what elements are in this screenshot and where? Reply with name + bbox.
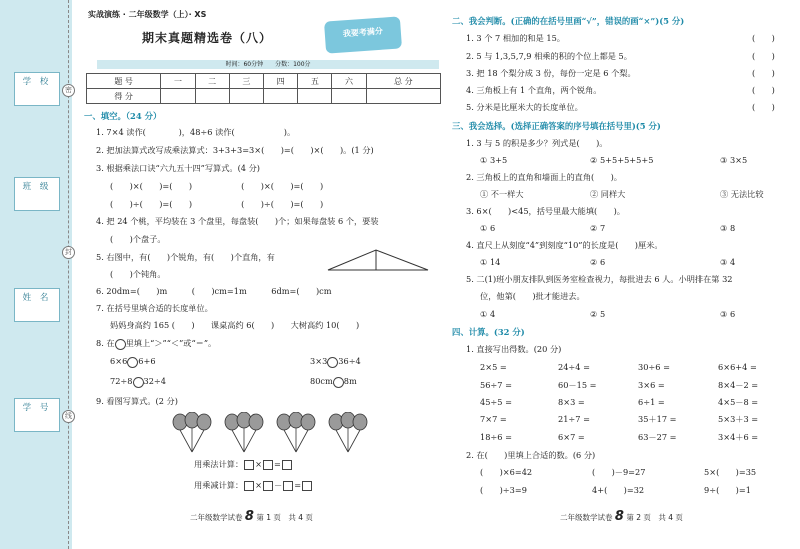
- school-field: 学 校: [14, 72, 60, 106]
- series-label: 实战演练 · 二年级数学（上）· XS: [88, 10, 207, 19]
- id-field: 学 号: [14, 398, 60, 432]
- cell: [229, 89, 263, 104]
- calc-item: 18÷6 =: [480, 432, 512, 442]
- footer-number: 8: [244, 509, 254, 524]
- calc-item: 8×3 =: [558, 397, 585, 407]
- expr: 6×6: [110, 356, 128, 366]
- option: ③ 3×5: [720, 155, 748, 165]
- judge-item: 4. 三角板上有 1 个直角，两个锐角。: [466, 85, 602, 95]
- judge-item: 5. 分米是比厘米大的长度单位。: [466, 102, 583, 112]
- compare-item: [310, 356, 361, 368]
- option: ① 3+5: [480, 155, 508, 165]
- option: ③ 6: [720, 309, 736, 319]
- judge-item: 3. 把 18 个梨分成 3 份，每份一定是 6 个梨。: [466, 68, 636, 78]
- cell: 二: [195, 74, 229, 89]
- expr: 32÷4: [143, 376, 166, 386]
- operator: =: [294, 480, 302, 490]
- calc-item: 30÷6 =: [638, 362, 670, 372]
- cell: 题 号: [87, 74, 161, 89]
- compare-circle[interactable]: [127, 357, 138, 368]
- expr: 36÷4: [338, 356, 361, 366]
- page-number: 第 1 页 共 4 页: [256, 513, 313, 522]
- seal-mark: 封: [62, 246, 75, 259]
- score-table: [86, 73, 441, 104]
- cell: [161, 89, 195, 104]
- calc-item: 60－15 =: [558, 380, 597, 390]
- question: 5. 右图中，有( )个锐角，有( )个直角，有: [96, 252, 275, 262]
- compare-circle: [115, 339, 126, 350]
- judge-item: 1. 3 个 7 相加的和是 15。: [466, 33, 565, 43]
- cell: [195, 89, 229, 104]
- question: 7. 在括号里填合适的长度单位。: [96, 303, 213, 313]
- compare-item: [310, 376, 357, 388]
- label: 用乘法计算：: [194, 459, 244, 469]
- calc-item: 8×4－2 =: [718, 380, 759, 390]
- question-text: 里填上“＞”“＜”或“＝”。: [125, 338, 217, 348]
- question: 4. 把 24 个桃，平均装在 3 个盘里，每盘装( )个；如果每盘装 6 个，要装: [96, 216, 379, 226]
- option: ② 7: [590, 223, 606, 233]
- option: ② 5: [590, 309, 606, 319]
- calc-item: 3×6 =: [638, 380, 665, 390]
- operator: －: [274, 480, 283, 490]
- footer-right: [560, 509, 683, 524]
- cell: 六: [332, 74, 366, 89]
- calc-question: 1. 直接写出得数。(20 分): [466, 344, 562, 354]
- footer-left: [190, 509, 313, 524]
- calc-item: 45÷5 =: [480, 397, 512, 407]
- question-line: ( )×( )=( ) ( )×( )=( ): [110, 181, 324, 191]
- calc-item: 3×4＋6 =: [718, 432, 759, 442]
- expr: 72÷8: [110, 376, 133, 386]
- calc-item: 4×5－8 =: [718, 397, 759, 407]
- class-field: 班 级: [14, 177, 60, 211]
- operator: =: [274, 459, 281, 469]
- choice-question-line: 位，他第( )批才能进去。: [480, 291, 585, 301]
- option: ② 5+5+5+5+5: [590, 155, 654, 165]
- answer-box[interactable]: [282, 460, 292, 470]
- cell: [298, 89, 332, 104]
- option: ③ 无法比较: [720, 189, 764, 199]
- compare-item: [110, 376, 166, 388]
- time-score-bar: 时间：60分钟 分数：100分: [97, 60, 439, 69]
- answer-box[interactable]: [244, 481, 254, 491]
- multiplication-line: [194, 459, 293, 470]
- answer-paren[interactable]: ( ): [752, 51, 775, 61]
- cell: 总 分: [366, 74, 440, 89]
- choice-question: 3. 6×( )<45，括号里最大能填( )。: [466, 206, 625, 216]
- calc-item: 6÷1 =: [638, 397, 665, 407]
- fill-item: ( )×6=42: [480, 467, 533, 477]
- calc-item: 35＋17 =: [638, 414, 677, 424]
- calc-item: 5×3＋3 =: [718, 414, 759, 424]
- option: ① 14: [480, 257, 501, 267]
- footer-text: 二年级数学试卷: [190, 513, 243, 522]
- cell: [263, 89, 297, 104]
- section-heading: 三、我会选择。(选择正确答案的序号填在括号里)(5 分): [452, 121, 661, 131]
- answer-paren[interactable]: ( ): [752, 68, 775, 78]
- question: 6. 20dm=( )m ( )cm=1m 6dm=( )cm: [96, 286, 332, 296]
- option: ② 6: [590, 257, 606, 267]
- angle-figure: [326, 248, 430, 272]
- seal-mark: 密: [62, 84, 75, 97]
- expr: 6+6: [138, 356, 156, 366]
- question-line: ( )个盘子。: [110, 234, 166, 244]
- compare-circle[interactable]: [333, 377, 344, 388]
- fill-item: 9÷( )=1: [704, 485, 751, 495]
- question: [96, 338, 216, 350]
- compare-circle[interactable]: [327, 357, 338, 368]
- answer-box[interactable]: [263, 460, 273, 470]
- score-row: [87, 89, 441, 104]
- compare-circle[interactable]: [133, 377, 144, 388]
- balloon-groups-illustration: [170, 412, 380, 456]
- question: 2. 把加法算式改写成乘法算式：3+3+3=3×( )=( )×( )。(1 分): [96, 145, 374, 155]
- answer-box[interactable]: [283, 481, 293, 491]
- choice-question: 4. 直尺上从刻度“4”到刻度“10”的长度是( )厘米。: [466, 240, 663, 250]
- fill-item: 5×( )=35: [704, 467, 757, 477]
- question-prefix: 8. 在: [96, 338, 115, 348]
- page-title: 期末真题精选卷（八）: [142, 31, 273, 45]
- question-line: 妈妈身高约 165 ( ) 课桌高约 6( ) 大树高约 10( ): [110, 320, 360, 330]
- score-row-header: [87, 74, 441, 89]
- option: ① 4: [480, 309, 496, 319]
- fill-item: ( )÷3=9: [480, 485, 527, 495]
- subtraction-line: [194, 480, 313, 491]
- calc-item: 6×6+4 =: [718, 362, 757, 372]
- question: 1. 7×4 读作( )，48÷6 读作( )。: [96, 127, 296, 137]
- cell: 三: [229, 74, 263, 89]
- calc-item: 6×7 =: [558, 432, 585, 442]
- calc-item: 24÷4 =: [558, 362, 590, 372]
- calc-question: 2. 在( )里填上合适的数。(6 分): [466, 450, 596, 460]
- answer-paren[interactable]: ( ): [752, 85, 775, 95]
- operator: ×: [255, 480, 263, 490]
- option: ③ 4: [720, 257, 736, 267]
- calc-item: 7×7 =: [480, 414, 507, 424]
- question: 9. 看图写算式。(2 分): [96, 396, 178, 406]
- choice-question: 1. 3 与 5 的积是多少？列式是( )。: [466, 138, 608, 148]
- page-number: 第 2 页 共 4 页: [626, 513, 683, 522]
- expr: 3×3: [310, 356, 328, 366]
- judge-item: 2. 5 与 1,3,5,7,9 相乘的积的个位上都是 5。: [466, 51, 632, 61]
- option: ③ 8: [720, 223, 736, 233]
- expr: 80cm: [310, 376, 333, 386]
- cell: 得 分: [87, 89, 161, 104]
- calc-item: 56÷7 =: [480, 380, 512, 390]
- cell: 四: [263, 74, 297, 89]
- expr: 8m: [343, 376, 357, 386]
- fill-item: 4+( )=32: [592, 485, 645, 495]
- answer-box[interactable]: [302, 481, 312, 491]
- calc-item: 21÷7 =: [558, 414, 590, 424]
- choice-question: 2. 三角板上的直角和墙面上的直角( )。: [466, 172, 622, 182]
- binding-sidebar: [0, 0, 72, 549]
- section-heading: 四、计算。(32 分): [452, 327, 525, 337]
- cell: 一: [161, 74, 195, 89]
- cell: 五: [298, 74, 332, 89]
- section-heading: 一、填空。（24 分）: [84, 111, 162, 121]
- option: ② 同样大: [590, 189, 626, 199]
- option: ① 6: [480, 223, 496, 233]
- calc-item: 2×5 =: [480, 362, 507, 372]
- footer-number: 8: [614, 509, 624, 524]
- calc-item: 63－27 =: [638, 432, 677, 442]
- answer-box[interactable]: [263, 481, 273, 491]
- label: 用乘减计算：: [194, 480, 244, 490]
- cut-line: [68, 0, 69, 549]
- name-field: 姓 名: [14, 288, 60, 322]
- choice-question: 5. 二(1)班小朋友排队到医务室检查视力，每批进去 6 人。小明排在第 32: [466, 274, 733, 284]
- question-line: ( )个钝角。: [110, 269, 166, 279]
- option: ① 不一样大: [480, 189, 524, 199]
- operator: ×: [255, 459, 263, 469]
- cell: [332, 89, 366, 104]
- answer-paren[interactable]: ( ): [752, 102, 775, 112]
- footer-text: 二年级数学试卷: [560, 513, 613, 522]
- fill-item: ( )－9=27: [592, 467, 646, 477]
- cell: [366, 89, 440, 104]
- badge: 我要考满分: [324, 16, 402, 53]
- question-line: ( )÷( )=( ) ( )÷( )=( ): [110, 199, 324, 209]
- seal-mark: 线: [62, 410, 75, 423]
- answer-box[interactable]: [244, 460, 254, 470]
- compare-item: [110, 356, 156, 368]
- section-heading: 二、我会判断。(正确的在括号里画“√”，错误的画“×”)(5 分): [452, 16, 685, 26]
- question: 3. 根据乘法口诀“六九五十四”写算式。(4 分): [96, 163, 260, 173]
- answer-paren[interactable]: ( ): [752, 33, 775, 43]
